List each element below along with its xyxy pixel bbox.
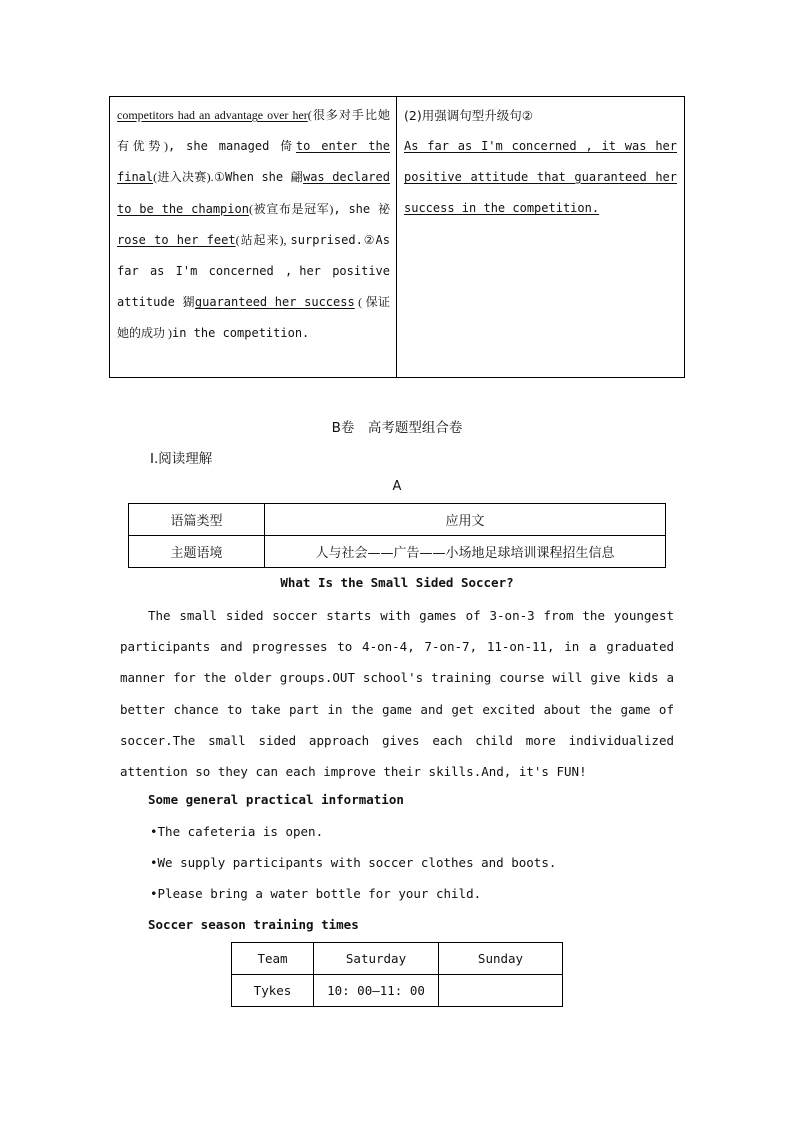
gloss: (进入决赛).: [153, 170, 214, 185]
table-cell: Tykes: [232, 975, 314, 1007]
table-header-row: [232, 943, 563, 975]
table-row: [232, 975, 563, 1007]
text: When she: [225, 170, 291, 185]
gloss: (被宣布是冠军): [248, 201, 334, 216]
table-cell: 应用文: [265, 504, 666, 536]
underlined-phrase: guaranteed her success: [194, 295, 355, 310]
circled-number: ②: [362, 232, 376, 247]
table-cell: 人与社会——广告——小场地足球培训课程招生信息: [265, 536, 666, 568]
table-header: Team: [232, 943, 314, 975]
marker: 祕: [377, 201, 390, 216]
training-heading: Soccer season training times: [148, 917, 359, 932]
text: , she managed: [168, 139, 281, 154]
passage-info-table: [128, 503, 666, 568]
gloss: (很多对手比她有优势): [117, 108, 390, 154]
table-header: Saturday: [314, 943, 439, 975]
underlined-phrase: was declared to be the champion: [117, 170, 390, 216]
marker: 倚: [280, 139, 296, 154]
text: surprised.: [290, 232, 363, 247]
practical-heading: Some general practical information: [148, 792, 404, 807]
list-item: •Please bring a water bottle for your child.: [150, 886, 482, 901]
text: in the competition.: [172, 326, 310, 341]
table-cell: [439, 975, 563, 1007]
gloss: (站起来),: [235, 232, 287, 247]
list-item: •We supply participants with soccer clothes and boots.: [150, 855, 557, 870]
text: As far as I'm concerned ,: [117, 232, 390, 279]
list-item: •The cafeteria is open.: [150, 824, 324, 839]
underlined-phrase: competitors had an advantage over her: [117, 108, 308, 122]
section-title: B卷 高考题型组合卷: [331, 420, 463, 436]
passage-letter: A: [392, 479, 402, 494]
marker: 猢: [182, 295, 195, 310]
table-cell: 语篇类型: [129, 504, 265, 536]
exercise-left-cell: [110, 97, 397, 377]
marker: 翩: [290, 170, 303, 185]
circled-number: ①: [213, 170, 226, 185]
text: her positive attitude: [117, 264, 390, 310]
table-cell: 10: 00—11: 00: [314, 975, 439, 1007]
table-row: [129, 504, 666, 536]
underlined-phrase: to enter the final: [117, 139, 390, 185]
underlined-phrase: rose to her feet: [117, 232, 236, 247]
exercise-right-cell: [397, 97, 684, 377]
exercise-title: (2)用强调句型升级句②: [404, 108, 533, 123]
gloss: ( 保证她的成功 ): [117, 295, 390, 341]
training-times-table: [231, 942, 563, 1007]
passage-title: What Is the Small Sided Soccer?: [280, 575, 514, 590]
answer-text: As far as I'm concerned , it was her positive attitude that guaranteed her success in the competition.: [404, 139, 677, 215]
table-header: Sunday: [439, 943, 563, 975]
reading-heading: Ⅰ.阅读理解: [150, 451, 213, 467]
table-row: [129, 536, 666, 568]
passage-body: The small sided soccer starts with games of 3-on-3 from the youngest participants and progresses to 4-on-4, 7-on-7, 11-on-11, in a graduated manner for the older groups.OUT school's training course will give kids a better chance to take part in the game and get excited about the game of soccer.The small sided approach gives each child more individualized attention so they can each improve their skills.And, it's FUN!: [120, 608, 674, 780]
table-cell: 主题语境: [129, 536, 265, 568]
text: , she: [333, 201, 378, 216]
exercise-table: [109, 96, 685, 378]
